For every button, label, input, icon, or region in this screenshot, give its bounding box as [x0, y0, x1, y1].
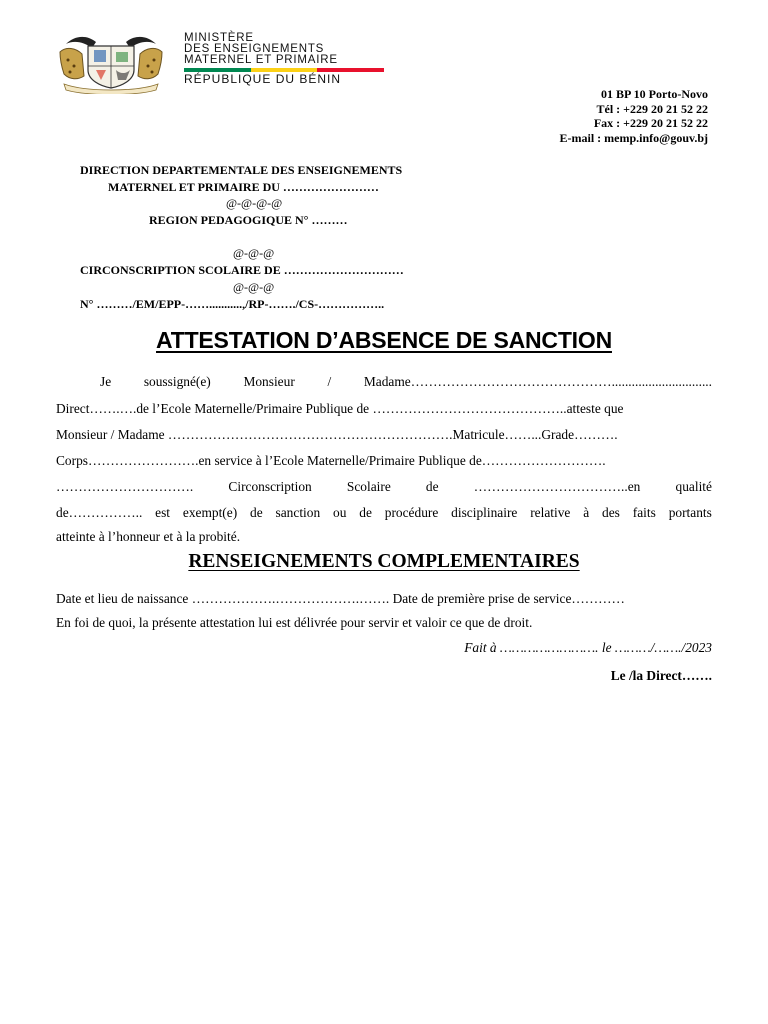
body-line-6	[56, 505, 712, 521]
word: procédure	[384, 505, 439, 520]
contact-address: 01 BP 10 Porto-Novo	[601, 87, 708, 101]
word: ………………………….	[56, 479, 194, 494]
coat-of-arms-logo	[56, 30, 166, 94]
word: faits	[632, 505, 656, 520]
contact-tel: Tél : +229 20 21 52 22	[596, 101, 708, 116]
complement-line-2: En foi de quoi, la présente attestation lui est délivrée pour servir et valoir ce que de droit.	[56, 615, 533, 630]
word: ……………………………..en	[473, 479, 641, 494]
word: Monsieur	[243, 374, 295, 389]
word: de	[250, 505, 263, 520]
word: Je	[100, 374, 112, 389]
separator-2: @-@-@	[233, 246, 275, 260]
word: disciplinaire	[451, 505, 518, 520]
word: de……………..	[56, 505, 143, 520]
word: ou	[333, 505, 347, 520]
word: relative	[530, 505, 571, 520]
word: de	[425, 479, 439, 494]
contact-email: E-mail : memp.info@gouv.bj	[559, 130, 708, 145]
reference-number: N° ………/EM/EPP-……...........,/RP-……./CS-……………..	[80, 297, 385, 311]
word: qualité	[675, 479, 712, 494]
circonscription-scolaire: CIRCONSCRIPTION SCOLAIRE DE …………………………	[80, 263, 404, 277]
body-line-4: Corps…………………….en service à l’Ecole Maternelle/Primaire Publique de……………………….	[56, 453, 606, 468]
signatory-title: Le /la Direct…….	[610, 668, 712, 683]
separator-3: @-@-@	[233, 280, 275, 294]
word: Madame………………………………………..............................	[363, 374, 712, 389]
ministry-line-1: MINISTÈRE	[184, 32, 254, 44]
separator-1: @-@-@-@	[226, 196, 283, 210]
body-line-5	[56, 479, 712, 495]
complement-line-1: Date et lieu de naissance ……………….……………….……. Date de première prise de service…………	[56, 591, 625, 606]
contact-block	[560, 87, 709, 145]
word: de	[359, 505, 372, 520]
section-subtitle: RENSEIGNEMENTS COMPLEMENTAIRES	[188, 551, 580, 572]
contact-fax: Fax : +229 20 21 52 22	[593, 116, 708, 130]
word: est	[155, 505, 171, 520]
body-line-1	[100, 374, 712, 390]
word: /	[327, 374, 332, 389]
word: à	[583, 505, 590, 520]
body-line-7: atteinte à l’honneur et à la probité.	[56, 529, 241, 544]
republic-name: RÉPUBLIQUE DU BÉNIN	[184, 72, 342, 86]
body-line-2: Direct…….….de l’Ecole Maternelle/Primaire Publique de ……………………………………..atteste que	[56, 401, 624, 416]
ministry-line-3: MATERNEL ET PRIMAIRE	[184, 54, 338, 66]
word: exempt(e)	[182, 505, 238, 520]
word: sanction	[275, 505, 321, 520]
ministry-name-block	[184, 33, 394, 85]
word: Scolaire	[346, 479, 391, 494]
word: Circonscription	[228, 479, 312, 494]
body-line-3: Monsieur / Madame ……………………………………………………….Matricule……...Grade……….	[56, 427, 618, 442]
word: des	[602, 505, 620, 520]
word: soussigné(e)	[143, 374, 211, 389]
region-pedagogique: REGION PEDAGOGIQUE N° ………	[149, 213, 348, 227]
word: portants	[668, 505, 712, 520]
place-date-line: Fait à ……………………. le ………/……./2023	[464, 640, 712, 655]
direction-line-2: MATERNEL ET PRIMAIRE DU ……………………	[108, 180, 379, 194]
ministry-line-2: DES ENSEIGNEMENTS	[184, 43, 325, 55]
document-title: ATTESTATION D’ABSENCE DE SANCTION	[156, 327, 612, 353]
direction-line-1: DIRECTION DEPARTEMENTALE DES ENSEIGNEMENTS	[80, 163, 403, 177]
